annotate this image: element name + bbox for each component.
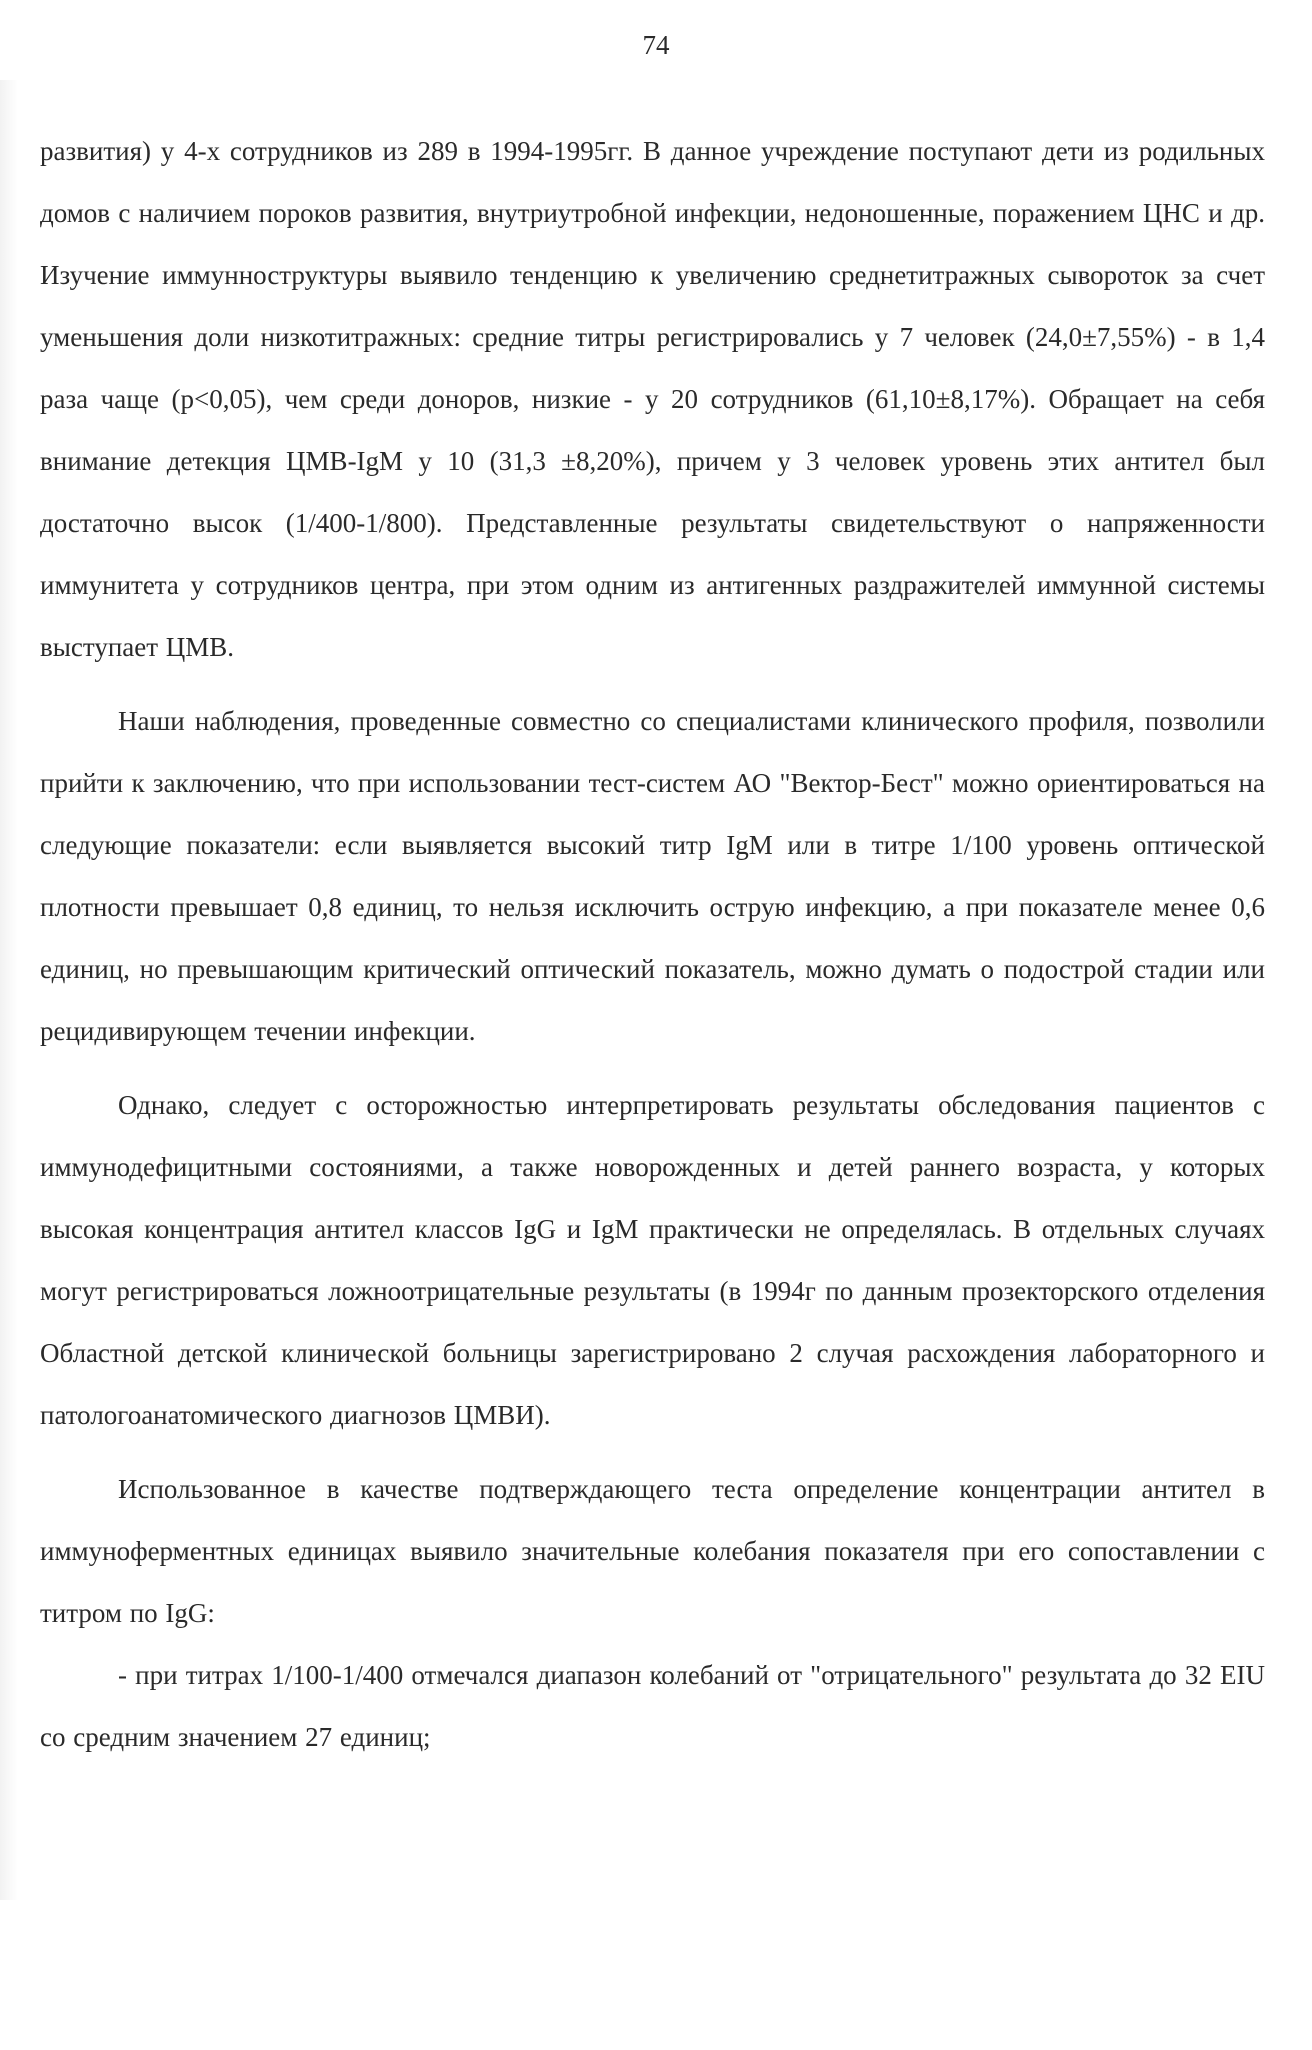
paragraph-gap: [40, 1062, 1265, 1074]
paragraph-4: Использованное в качестве подтверждающего теста определение концентрации антител в иммуноферментных единицах выявило значительные колебания показателя при его сопоставлении с титром по IgG:: [40, 1474, 1265, 1628]
paragraph-5: - при титрах 1/100-1/400 отмечался диапазон колебаний от "отрицательного" результата до 32 EIU со средним значением 27 единиц;: [40, 1660, 1265, 1752]
page-number: 74: [642, 30, 670, 60]
paragraph-gap: [40, 678, 1265, 690]
paragraph-3: Однако, следует с осторожностью интерпретировать результаты обследования пациентов с иммунодефицитными состояниями, а также новорожденных и детей раннего возраста, у которых высокая концентрация антител классов IgG и IgM практически не определялась. В отдельных случаях могут регистрироваться ложноотрицательные результаты (в 1994г по данным прозекторского отделения Областной детской клинической больницы зарегистрировано 2 случая расхождения лабораторного и патологоанатомического диагнозов ЦМВИ).: [40, 1090, 1265, 1430]
paragraph-gap: [40, 1446, 1265, 1458]
paragraph-2: Наши наблюдения, проведенные совместно со специалистами клинического профиля, позволили прийти к заключению, что при использовании тест-систем АО "Вектор-Бест" можно ориентироваться на следующие показатели: если выявляется высокий титр IgM или в титре 1/100 уровень оптической плотности превышает 0,8 единиц, то нельзя исключить острую инфекцию, а при показателе менее 0,6 единиц, но превышающим критический оптический показатель, можно думать о подострой стадии или рецидивирующем течении инфекции.: [40, 706, 1265, 1046]
paragraph-1: развития) у 4-х сотрудников из 289 в 1994-1995гг. В данное учреждение поступают дети из родильных домов с наличием пороков развития, внутриутробной инфекции, недоношенные, поражением ЦНС и др. Изучение иммунноструктуры выявило тенденцию к увеличению среднетитражных сывороток за счет уменьшения доли низкотитражных: средние титры регистрировались у 7 человек (24,0±7,55%) - в 1,4 раза чаще (p<0,05), чем среди доноров, низкие - у 20 сотрудников (61,10±8,17%). Обращает на себя внимание детекция ЦМВ-IgM у 10 (31,3 ±8,20%), причем у 3 человек уровень этих антител был достаточно высок (1/400-1/800). Представленные результаты свидетельствуют о напряженности иммунитета у сотрудников центра, при этом одним из антигенных раздражителей иммунной системы выступает ЦМВ.: [40, 136, 1265, 662]
document-body: [40, 120, 1265, 1768]
scan-edge-shadow: [0, 80, 18, 1900]
